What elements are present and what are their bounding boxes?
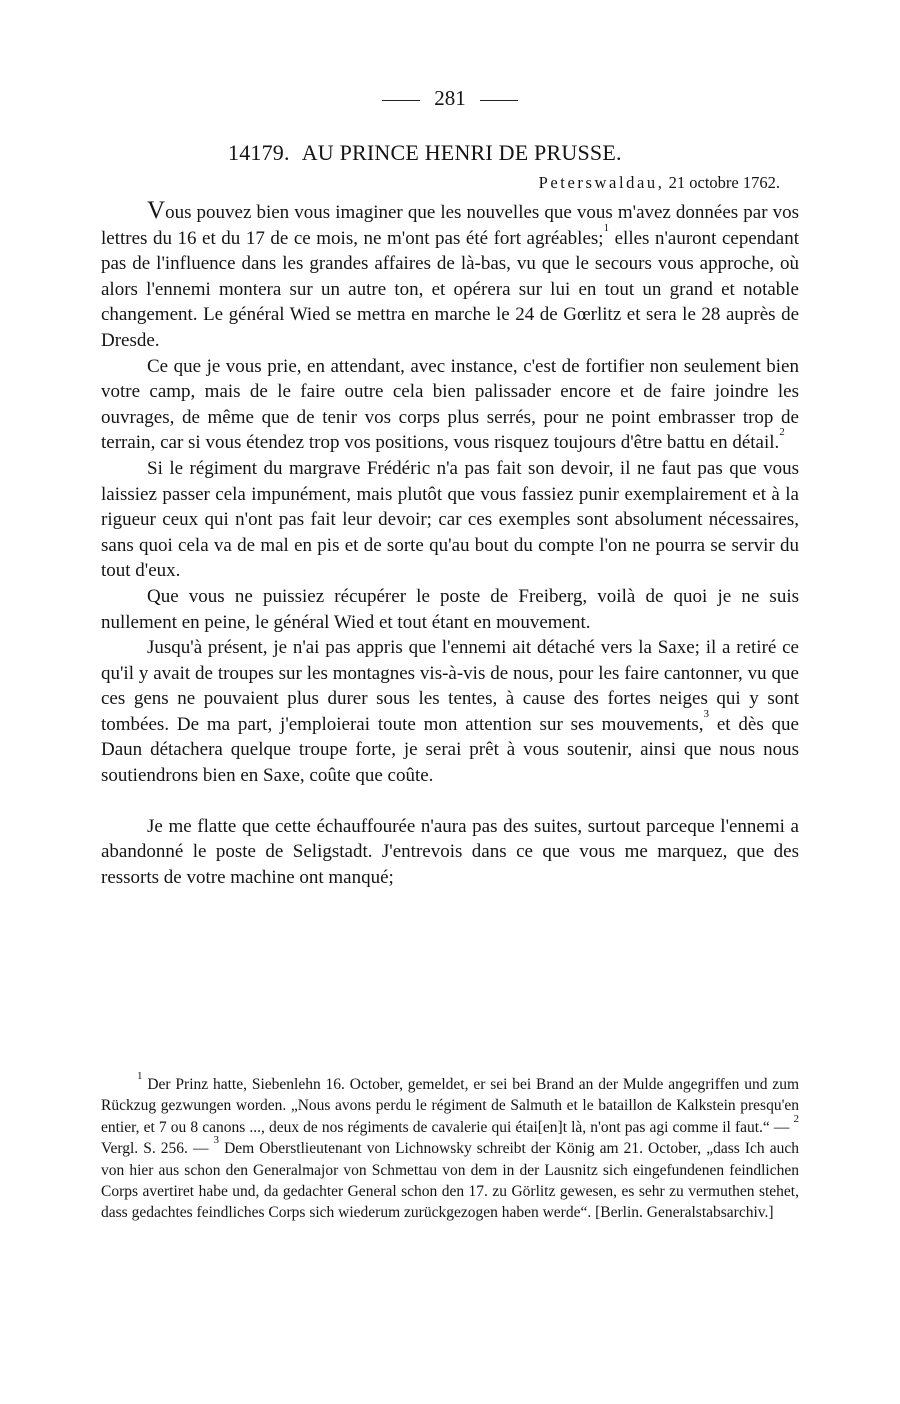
letter-title: AU PRINCE HENRI DE PRUSSE. [301,140,622,165]
paragraph-4 [101,584,799,635]
paragraph-text: Ce que je vous prie, en attendant, avec instance, c'est de fortifier non seulement bien votre camp, mais de le faire outre cela bien palissader encore et de faire joindre les ouvrages, de même que de tenir vos corps plus serrés, pour ne point embrasser trop de terrain, car si vous étendez trop vos positions, vous risquez toujours d'être battu en détail. [101,355,799,454]
paragraph-1 [101,198,799,354]
letter-number: 14179. [228,140,290,165]
header-rule-right [480,100,518,101]
paragraph-3 [101,456,799,584]
paragraph-text: elles n'auront cependant pas de l'influence dans les grandes affaires de là-bas, vu que le secours vous approche, où alors l'ennemi montera sur un autre ton, et opérera sur lui en tout un grand et notable changement. Le général Wied se mettra en marche le 24 de Gœrlitz et sera le 28 auprès de Dresde. [101,227,799,351]
footnote-text: Dem Oberstlieutenant von Lichnowsky schreibt der König am 21. October, „dass Ich auch von hier aus schon den Generalmajor von Schmettau von dem in der Lausnitz sich eingefundenen feindlichen Corps avertiret habe und, da gedachter General schon den 17. zu Görlitz gewesen, es sehr zu vermuthen stehet, dass gedachtes feindliches Corps sich wiederum zurückgezogen haben werde“. [Berlin. Generalstabsarchiv.] [101,1140,799,1222]
footnote-text: Vergl. S. 256. — [101,1140,214,1158]
page-number: 281 [434,86,466,110]
footnote-mark: 2 [793,1112,799,1125]
footnote-text: Der Prinz hatte, Siebenlehn 16. October, gemeldet, er sei bei Brand an der Mulde angegriffen und zum Rückzug gezwungen worden. „Nous avons perdu le régiment de Salmuth et le bataillon de Kalkstein presqu'en entier, et 7 ou 8 canons ..., deux de nos régiments de cavalerie qui étai[en]t là, n'ont pas agi comme il faut.“ — [101,1076,799,1136]
letter-place: Peterswaldau, [538,173,665,192]
footnote-ref: 3 [703,707,710,720]
footnote-block [101,1070,799,1224]
header-rule-left [382,100,420,101]
letter-body [101,198,799,890]
paragraph-5 [101,635,799,789]
footnote-mark: 3 [213,1134,220,1147]
paragraph-2 [101,354,799,456]
footnotes [101,1070,799,1224]
page-header [0,86,900,111]
paragraph-text: Jusqu'à présent, je n'ai pas appris que l'ennemi ait détaché vers la Saxe; il a retiré ce qu'il y avait de troupes sur les montagnes vis-à-vis de nous, pour les faire cantonner, vu que ces gens ne pouvaient plus durer sous les tentes, à cause des fortes neiges qui y sont tombées. De ma part, j'emploierai toute mon attention sur ses mouvements, [101,637,799,735]
footnote-ref: 1 [603,221,610,234]
footnote-mark: 1 [137,1070,143,1082]
letter-heading [228,140,622,166]
letter-dateline [539,173,780,193]
paragraph-text: Que vous ne puissiez récupérer le poste de Freiberg, voilà de quoi je ne suis nullement en peine, le général Wied et tout étant en mouvement. [101,585,799,633]
footnote-ref: 2 [779,426,785,439]
paragraph-text: Vous pouvez bien vous imaginer que les nouvelles que vous m'avez données par vos lettres du 16 et du 17 de ce mois, ne m'ont pas été fort agréables; [101,197,799,249]
paragraph-text: et dès que Daun détachera quelque troupe forte, je serai prêt à vous soutenir, ainsi que nous nous soutiendrons bien en Saxe, coûte que coûte. [101,713,799,787]
paragraph-text: Je me flatte que cette échauffourée n'aura pas des suites, surtout parceque l'ennemi a abandonné le poste de Seligstadt. J'entrevois dans ce que vous me marquez, que des ressorts de votre machine ont manqué; [101,815,799,888]
letter-date: 21 octobre 1762. [668,173,780,192]
paragraph-text: Si le régiment du margrave Frédéric n'a pas fait son devoir, il ne faut pas que vous laissiez passer cela impunément, mais plutôt que vous fassiez punir exemplairement et à la rigueur ceux qui n'ont pas fait leur devoir; car ces exemples sont absolument nécessaires, sans quoi cela va de mal en pis et de sorte qu'au bout du compte l'on ne pourra se servir du tout d'eux. [101,457,799,582]
paragraph-6 [101,814,799,891]
